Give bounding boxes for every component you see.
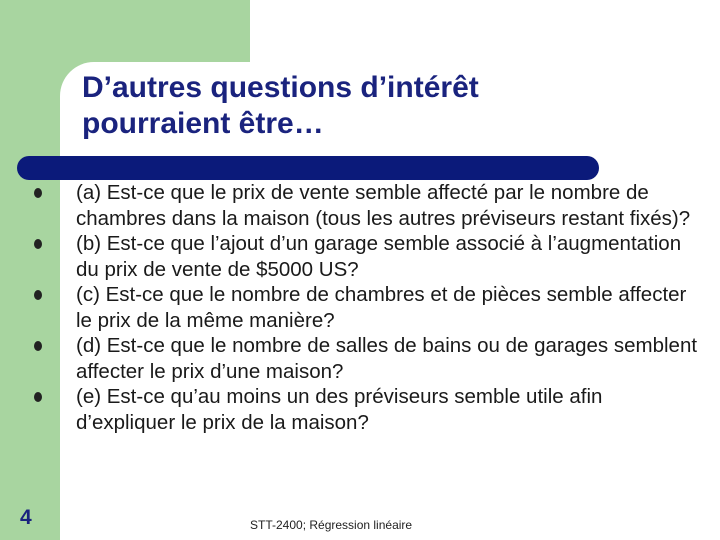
bullet-text-e: (e) Est-ce qu’au moins un des préviseurs semble utile afin d’expliquer le prix de la maison? [76,385,603,434]
bullet-dot-icon [34,392,42,402]
bullet-list [34,180,704,435]
bullet-text-d: (d) Est-ce que le nombre de salles de bains ou de garages semblent affecter le prix d’une maison? [76,334,698,383]
bullet-item-a [34,180,704,231]
bullet-dot-icon [34,341,42,351]
bullet-item-b [34,231,704,282]
bullet-text-a: (a) Est-ce que le prix de vente semble affecté par le nombre de chambres dans la maison (tous les autres préviseurs restant fixés)? [76,181,691,230]
title-underline-bar [17,156,599,180]
slide-number: 4 [20,506,32,529]
bullet-item-e [34,384,704,435]
slide-title [82,70,682,142]
bullet-text-c: (c) Est-ce que le nombre de chambres et de pièces semble affecter le prix de la même manière? [76,283,687,332]
slide-footer: STT-2400; Régression linéaire [250,518,413,532]
slide-title-line-2: pourraient être… [82,107,324,140]
slide-title-line-1: D’autres questions d’intérêt [82,71,479,104]
bullet-item-c [34,282,704,333]
bullet-dot-icon [34,239,42,249]
bullet-dot-icon [34,290,42,300]
bullet-dot-icon [34,188,42,198]
bullet-text-b: (b) Est-ce que l’ajout d’un garage semble associé à l’augmentation du prix de vente de $5000 US? [76,232,682,281]
bullet-item-d [34,333,704,384]
